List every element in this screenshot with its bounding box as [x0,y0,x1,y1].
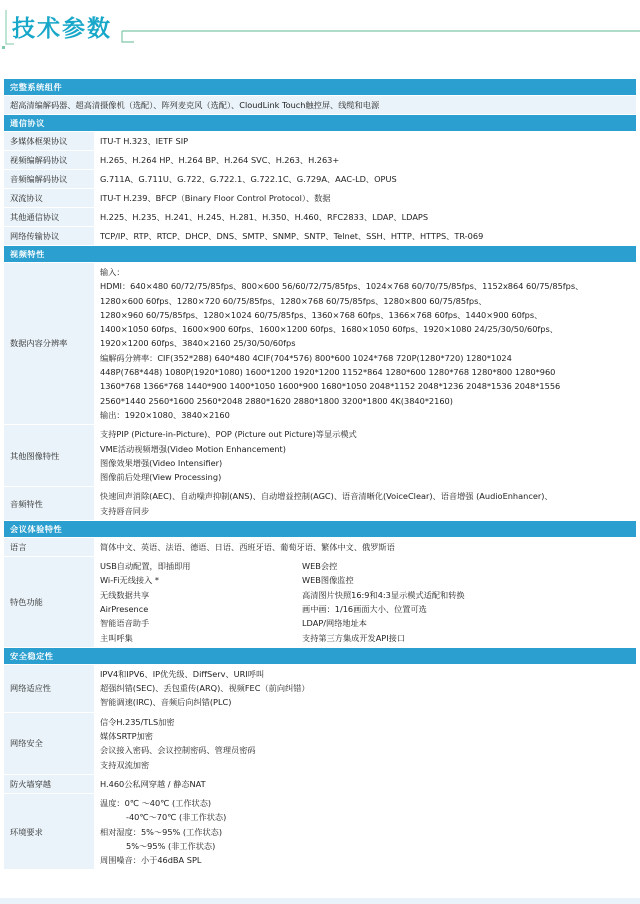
section-title-security: 安全稳定性 [4,647,636,664]
value-line: 448P(768*448) 1080P(1920*1080) 1600*1200 1920*1200 1152*864 1280*600 1280*768 1280*800 1280*960 [100,367,556,378]
value-line: 图像前后处理(View Processing) [100,472,222,483]
value-line: 图像效果增强(Video Intensifier) [100,457,223,468]
feature-item: 智能语音助手 [100,618,150,629]
value-line: 输入： [100,267,125,277]
table-row [4,170,636,189]
table-row [4,774,636,793]
table-row [4,712,636,774]
value-line: 智能调速(IRC)、音频后向纠错(PLC) [100,697,232,708]
value-line: 1360*768 1366*768 1440*900 1400*1050 1600*900 1680*1050 2048*1152 2048*1236 2048*1536 2048*1556 [100,381,561,392]
row-label: 网络安全 [4,712,94,774]
section-title-system: 完整系统组件 [4,79,636,96]
value-line: 温度：0℃ ～40℃ (工作状态) [100,797,212,808]
row-label: 环境要求 [4,793,94,869]
value-line: -40℃～70℃ (非工作状态) [126,812,227,823]
table-row [4,151,636,170]
feature-item: LDAP/网络地址本 [302,618,367,629]
section-title-meeting: 会议体验特性 [4,521,636,538]
table-row [4,793,636,869]
row-value [94,557,636,648]
value-line: 输出：1920×1080、3840×2160 [100,409,230,420]
table-row [4,538,636,557]
feature-item: Wi-Fi无线接入 * [100,575,159,586]
value-line: 支持PIP (Picture-in-Picture)、POP (Picture out Picture)等显示模式 [100,429,357,440]
value-line: 1280×960 60/75/85fps、1280×1024 60/75/85fps、1360×768 60fps、1366×768 60fps、1440×900 60fps、 [100,309,543,320]
value-line: 支持双流加密 [100,759,150,770]
row-label: 双流协议 [4,189,94,208]
spec-table [4,79,636,870]
row-label: 多媒体框架协议 [4,132,94,151]
value-line: 超强纠错(SEC)、丢包重传(ARQ)、视频FEC（前向纠错） [100,683,310,694]
row-value [94,263,636,425]
feature-item: WEB会控 [302,561,338,572]
feature-item: USB自动配置，即插即用 [100,561,191,572]
value-line: 媒体SRTP加密 [100,731,153,742]
row-label: 音频编解码协议 [4,170,94,189]
feature-item: 主叫呼集 [100,632,133,643]
row-label: 其他图像特性 [4,425,94,487]
value-line: 编解码分辨率：CIF(352*288) 640*480 4CIF(704*576) 800*600 1024*768 720P(1280*720) 1280*1024 [100,352,512,363]
table-row [4,487,636,521]
row-value [94,793,636,869]
row-value: H.225、H.235、H.241、H.245、H.281、H.350、H.460、RFC2833、LDAP、LDAPS [94,208,636,227]
row-label: 网络传输协议 [4,227,94,246]
value-line: IPV4和IPV6、IP优先级、DiffServ、URI呼叫 [100,668,265,679]
section-header [4,647,636,664]
system-row [4,96,636,115]
feature-item: 无线数据共享 [100,589,150,600]
feature-item: AirPresence [100,603,149,614]
value-line: 支持唇音同步 [100,505,150,516]
row-label: 其他通信协议 [4,208,94,227]
row-label: 防火墙穿越 [4,774,94,793]
value-line: 1280×600 60fps、1280×720 60/75/85fps、1280×768 60/75/85fps、1280×800 60/75/85fps、 [100,295,487,306]
row-label: 视频编解码协议 [4,151,94,170]
page-header [0,0,640,62]
table-row [4,263,636,425]
row-value: TCP/IP、RTP、RTCP、DHCP、DNS、SMTP、SNMP、SNTP、Telnet、SSH、HTTP、HTTPS、TR-069 [94,227,636,246]
feature-column-right [302,559,636,645]
value-line: VME活动视频增强(Video Motion Enhancement) [100,443,286,454]
row-value: ITU-T H.323、IETF SIP [94,132,636,151]
feature-item: WEB图像监控 [302,575,354,586]
feature-item: 支持第三方集成开发API接口 [302,632,406,643]
value-line: 快速回声消除(AEC)、自动噪声抑制(ANS)、自动增益控制(AGC)、语音清晰化(VoiceClear)、语音增强 (AudioEnhancer)、 [100,491,553,502]
section-header [4,79,636,96]
section-title-video: 视频特性 [4,246,636,263]
feature-item: 高清图片快照16:9和4:3显示模式适配和转换 [302,589,465,600]
value-line: 会议接入密码、会议控制密码、管理员密码 [100,745,256,756]
row-value: ITU-T H.239、BFCP（Binary Floor Control Protocol）、数据 [94,189,636,208]
row-label: 语言 [4,538,94,557]
table-row [4,664,636,712]
feature-column-left [100,559,302,645]
table-row [4,227,636,246]
row-label: 网络适应性 [4,664,94,712]
section-header [4,115,636,132]
page-title: 技术参数 [12,16,112,42]
section-header [4,246,636,263]
value-line: 5%～95% (非工作状态) [126,840,216,851]
row-value: H.265、H.264 HP、H.264 BP、H.264 SVC、H.263、H.263+ [94,151,636,170]
value-line: 1920×1200 60fps、3840×2160 25/30/50/60fps [100,338,296,349]
feature-item: 画中画：1/16画面大小、位置可选 [302,603,427,614]
table-row [4,425,636,487]
row-value: H.460公私网穿越 / 静态NAT [94,774,636,793]
value-line: 周围噪音：小于46dBA SPL [100,855,202,866]
value-line: 1400×1050 60fps、1600×900 60fps、1600×1200 60fps、1680×1050 60fps、1920×1080 24/25/30/50/60fps、 [100,324,558,335]
value-line: HDMI：640×480 60/72/75/85fps、800×600 56/60/72/75/85fps、1024×768 60/70/75/85fps、1152x864 60/75/85fps、 [100,281,584,292]
section-header [4,521,636,538]
row-label: 音频特性 [4,487,94,521]
table-row [4,189,636,208]
value-line: 信令H.235/TLS加密 [100,716,175,727]
row-value [94,664,636,712]
row-value: G.711A、G.711U、G.722、G.722.1、G.722.1C、G.729A、AAC-LD、OPUS [94,170,636,189]
section-title-protocol: 通信协议 [4,115,636,132]
value-line: 2560*1440 2560*1600 2560*2048 2880*1620 2880*1800 3200*1800 4K(3840*2160) [100,395,453,406]
value-line: 相对湿度：5%～95% (工作状态) [100,826,223,837]
row-value [94,712,636,774]
table-row [4,557,636,648]
row-label: 特色功能 [4,557,94,648]
table-row [4,208,636,227]
row-value [94,425,636,487]
table-row [4,132,636,151]
row-value [94,487,636,521]
row-label: 数据内容分辨率 [4,263,94,425]
row-value: 简体中文、英语、法语、德语、日语、西班牙语、葡萄牙语、繁体中文、俄罗斯语 [94,538,636,557]
bottom-band [0,898,640,904]
system-components-text: 超高清编解码器、超高清摄像机（选配）、阵列麦克风（选配）、CloudLink Touch触控屏、线缆和电源 [4,96,636,115]
feature-columns [100,559,636,645]
